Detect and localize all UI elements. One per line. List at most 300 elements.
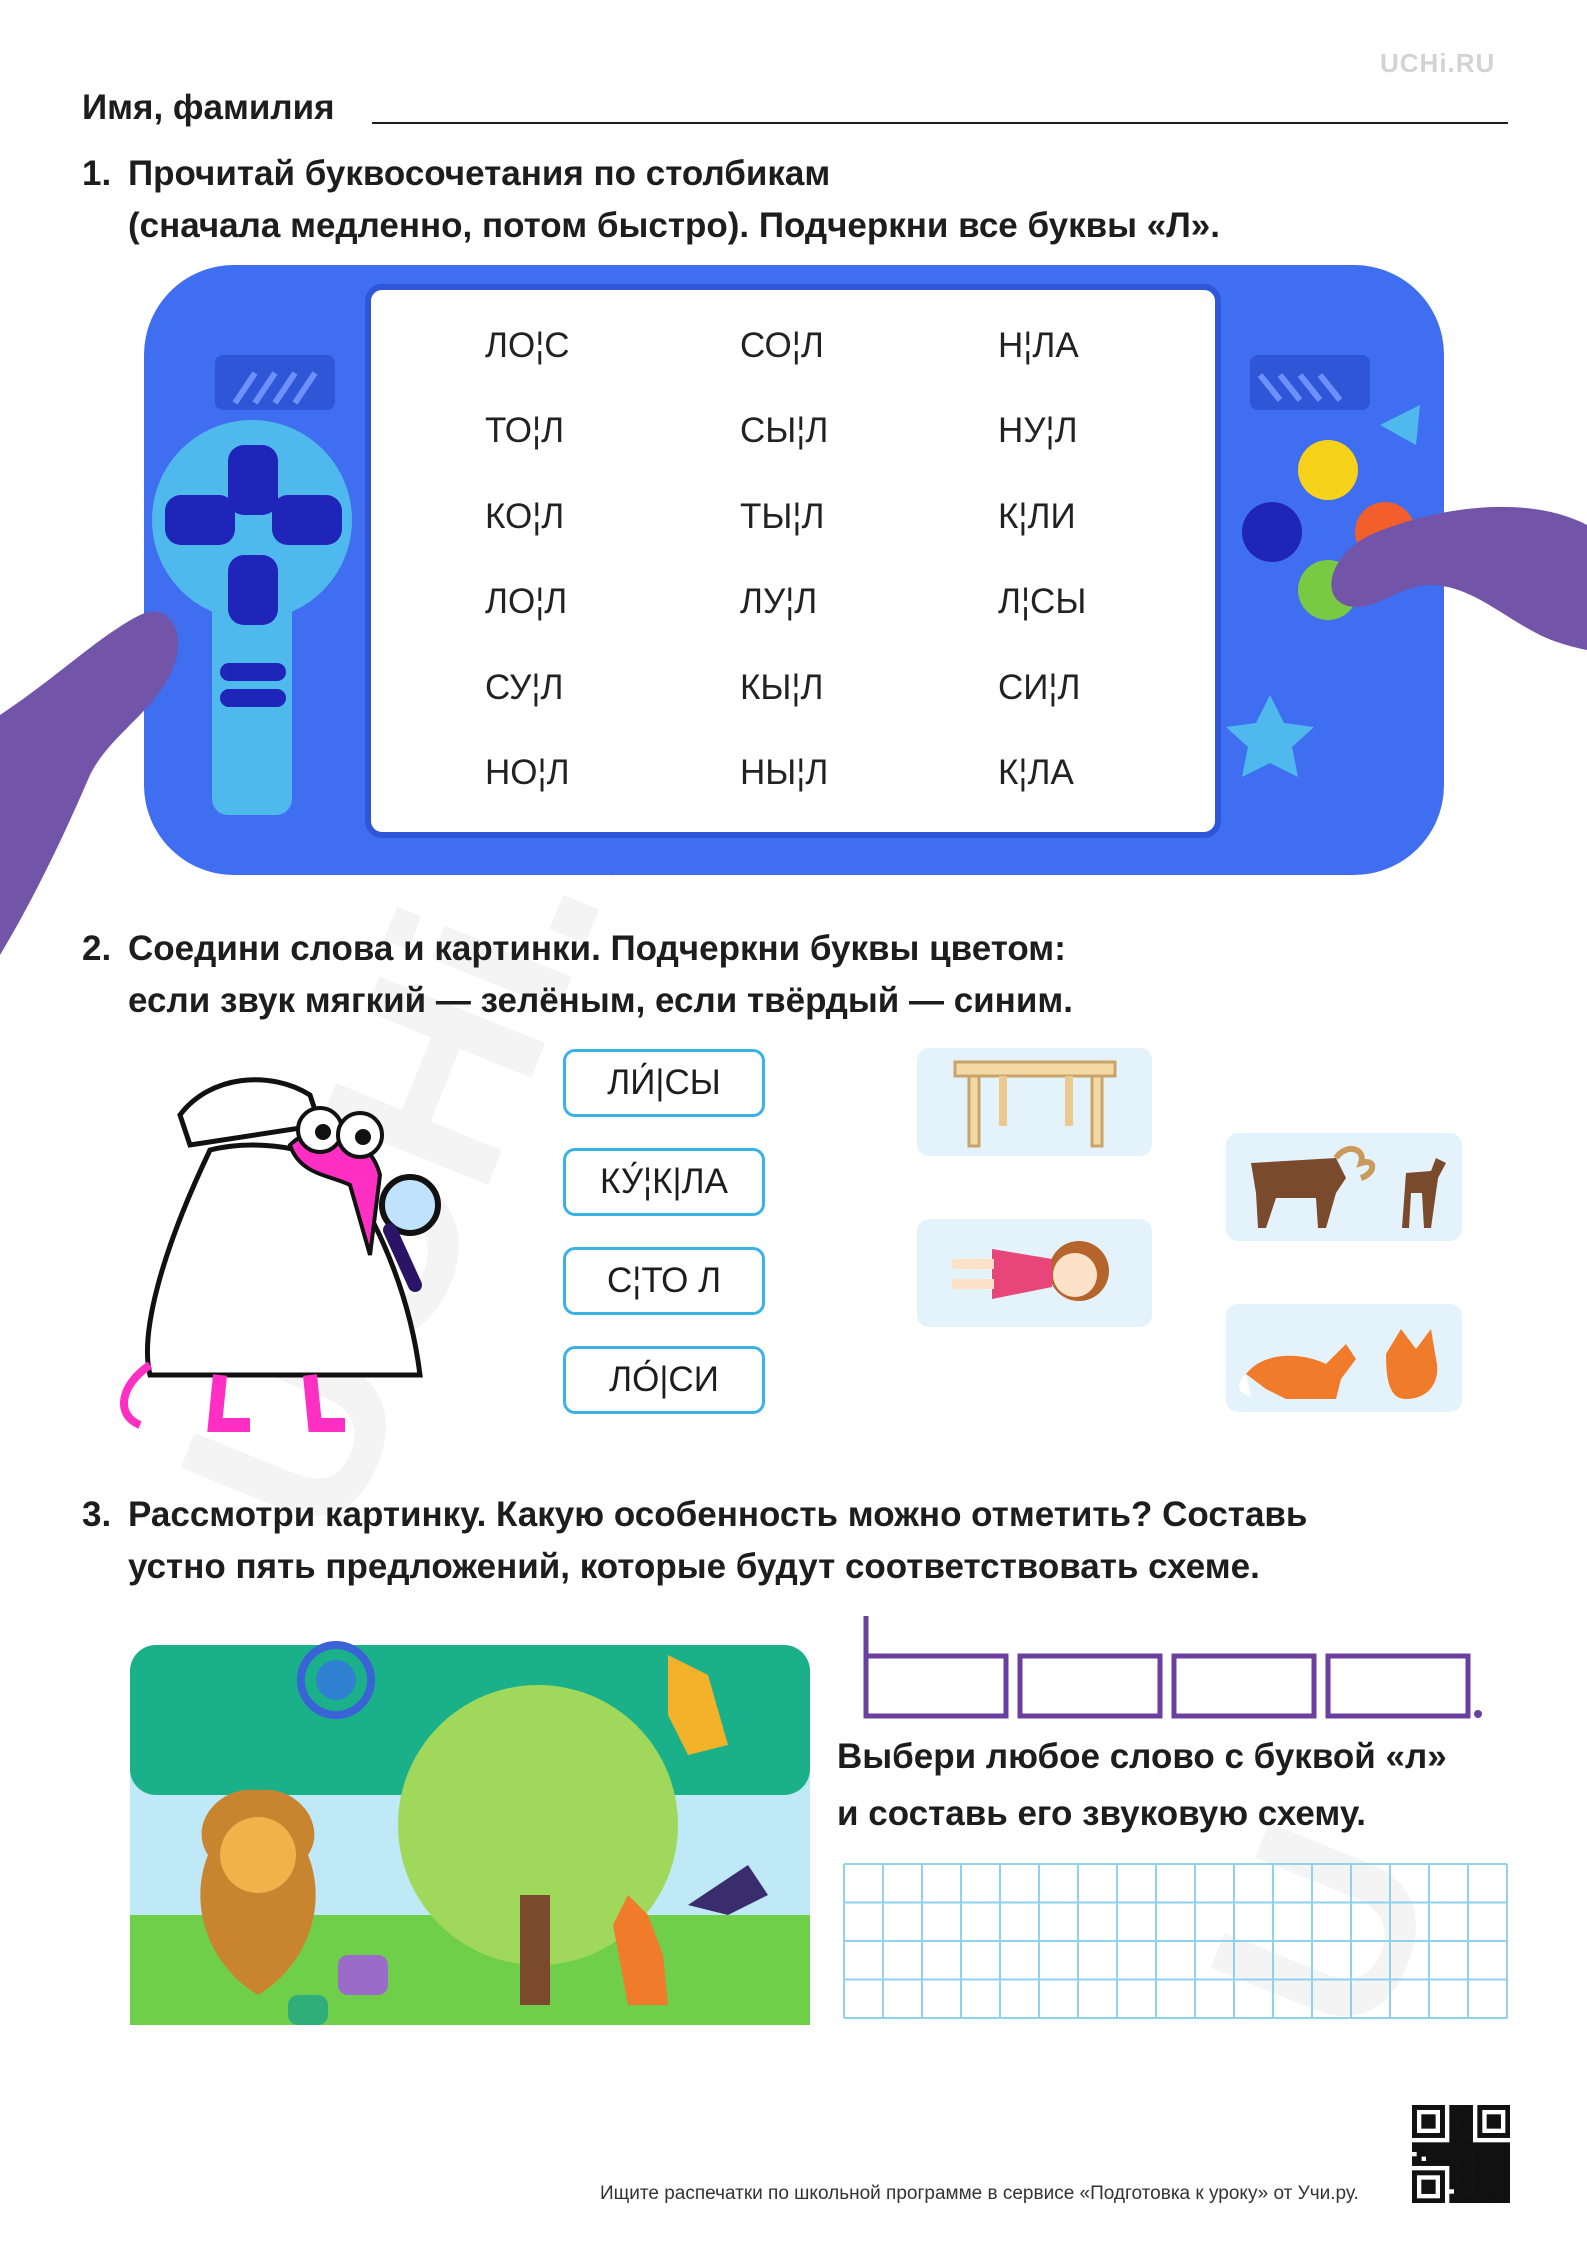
qr-module [1449,2138,1454,2143]
qr-module [1482,2189,1487,2194]
qr-module [1473,2180,1478,2185]
qr-module [1449,2161,1454,2166]
qr-module [1473,2194,1478,2199]
qr-module [1459,2105,1464,2110]
qr-module [1412,2105,1417,2110]
qr-module [1454,2142,1459,2147]
qr-module [1491,2105,1496,2110]
moose-image [1226,1133,1462,1241]
qr-module [1482,2175,1487,2180]
qr-module [1431,2198,1436,2203]
qr-module [1505,2189,1510,2194]
word-card[interactable]: КУ́¦К|ЛА [563,1148,765,1216]
qr-module [1473,2189,1478,2194]
qr-module [1501,2133,1506,2138]
qr-module [1496,2161,1501,2166]
qr-module [1421,2119,1426,2124]
brand-logo: UCHi.RU [1380,48,1496,78]
qr-module [1505,2147,1510,2152]
qr-module [1463,2156,1468,2161]
syllable: ЛУ¦Л [740,582,818,621]
qr-module [1459,2110,1464,2115]
qr-module [1482,2156,1487,2161]
qr-module [1459,2194,1464,2199]
qr-module [1440,2133,1445,2138]
syllable: СИ¦Л [998,668,1081,707]
qr-module [1468,2124,1473,2129]
doll-image [917,1219,1152,1327]
qr-module [1501,2189,1506,2194]
fox-image [1226,1304,1462,1412]
qr-module [1459,2170,1464,2175]
qr-module [1440,2184,1445,2189]
qr-module [1505,2142,1510,2147]
qr-module [1463,2119,1468,2124]
qr-module [1496,2184,1501,2189]
syllable: Л¦СЫ [998,582,1087,621]
qr-module [1482,2105,1487,2110]
qr-module [1505,2110,1510,2115]
qr-module [1501,2198,1506,2203]
qr-module [1505,2114,1510,2119]
task-text: Соедини слова и картинки. Подчеркни буквы цветом: [128,929,1066,968]
qr-module [1417,2133,1422,2138]
qr-module [1454,2175,1459,2180]
qr-module [1431,2105,1436,2110]
qr-module [1491,2194,1496,2199]
syllable: НУ¦Л [998,411,1078,450]
qr-module [1487,2124,1492,2129]
qr-module [1496,2156,1501,2161]
qr-module [1440,2124,1445,2129]
qr-module [1421,2124,1426,2129]
qr-module [1501,2166,1506,2171]
qr-module [1417,2161,1422,2166]
qr-module [1482,2170,1487,2175]
task-text: устно пять предложений, которые будут соответствовать схеме. [128,1547,1260,1586]
qr-module [1421,2133,1426,2138]
qr-module [1487,2180,1492,2185]
syllable: ТО¦Л [485,411,565,450]
qr-module [1449,2105,1454,2110]
qr-module [1477,2110,1482,2115]
qr-module [1501,2105,1506,2110]
qr-module [1487,2161,1492,2166]
qr-module [1491,2152,1496,2157]
qr-module [1421,2147,1426,2152]
qr-module [1491,2189,1496,2194]
qr-module [1421,2161,1426,2166]
qr-module [1454,2198,1459,2203]
qr-module [1431,2180,1436,2185]
qr-module [1491,2180,1496,2185]
qr-module [1426,2184,1431,2189]
qr-module [1463,2170,1468,2175]
qr-module [1505,2152,1510,2157]
qr-module [1435,2142,1440,2147]
word-card[interactable]: ЛО́|СИ [563,1346,765,1414]
qr-module [1454,2166,1459,2171]
qr-module [1468,2189,1473,2194]
qr-module [1463,2124,1468,2129]
qr-module [1468,2175,1473,2180]
qr-module [1468,2114,1473,2119]
qr-module [1496,2175,1501,2180]
picture-table[interactable] [917,1048,1152,1156]
qr-module [1505,2119,1510,2124]
qr-module [1454,2119,1459,2124]
syllable: К¦ЛА [998,753,1074,792]
qr-module [1477,2170,1482,2175]
qr-module [1421,2198,1426,2203]
qr-module [1477,2152,1482,2157]
syllable: КО¦Л [485,497,565,536]
syllable: НО¦Л [485,753,570,792]
qr-module [1473,2166,1478,2171]
qr-module [1454,2156,1459,2161]
qr-module [1496,2180,1501,2185]
qr-module [1482,2180,1487,2185]
qr-module [1482,2166,1487,2171]
qr-module [1412,2142,1417,2147]
qr-module [1501,2175,1506,2180]
qr-module [1426,2180,1431,2185]
qr-module [1477,2161,1482,2166]
qr-module [1459,2147,1464,2152]
qr-module [1454,2170,1459,2175]
qr-module [1426,2152,1431,2157]
qr-module [1440,2156,1445,2161]
qr-module [1449,2194,1454,2199]
qr-module [1454,2161,1459,2166]
syllable: СУ¦Л [485,668,564,707]
qr-module [1477,2114,1482,2119]
footer-text: Ищите распечатки по школьной программе в сервисе «Подготовка к уроку» от Учи.ру. [600,2183,1359,2204]
qr-module [1477,2105,1482,2110]
qr-module [1440,2147,1445,2152]
qr-module [1496,2147,1501,2152]
qr-module [1449,2180,1454,2185]
picture-doll[interactable] [917,1219,1152,1327]
qr-module [1463,2189,1468,2194]
task-text: (сначала медленно, потом быстро). Подчеркни все буквы «Л». [128,206,1220,245]
qr-module [1449,2175,1454,2180]
qr-module [1440,2114,1445,2119]
qr-module [1505,2184,1510,2189]
qr-module [1459,2124,1464,2129]
qr-module [1477,2194,1482,2199]
qr-module [1440,2189,1445,2194]
qr-module [1449,2147,1454,2152]
qr-module [1482,2198,1487,2203]
qr-module [1426,2198,1431,2203]
qr-module [1454,2128,1459,2133]
qr-module [1463,2128,1468,2133]
qr-module [1431,2124,1436,2129]
syllable: КЫ¦Л [740,668,824,707]
qr-module [1473,2175,1478,2180]
qr-module [1501,2161,1506,2166]
forest-scene-illustration [108,1615,818,2025]
qr-module [1454,2152,1459,2157]
qr-module [1496,2152,1501,2157]
qr-module [1459,2180,1464,2185]
qr-module [1463,2175,1468,2180]
qr-module [1505,2156,1510,2161]
qr-module [1440,2110,1445,2115]
qr-module [1477,2128,1482,2133]
qr-module [1491,2156,1496,2161]
qr-module [1468,2180,1473,2185]
qr-module [1477,2180,1482,2185]
task-text: если звук мягкий — зелёным, если твёрдый — синим. [128,981,1073,1020]
qr-module [1477,2189,1482,2194]
syllable: ТЫ¦Л [740,497,825,536]
qr-module [1496,2119,1501,2124]
qr-module [1505,2128,1510,2133]
qr-module [1501,2194,1506,2199]
answer-grid[interactable] [843,1863,1508,2019]
qr-module [1496,2142,1501,2147]
picture-moose[interactable] [1226,1133,1462,1241]
qr-module [1459,2184,1464,2189]
qr-module [1426,2124,1431,2129]
qr-module [1482,2152,1487,2157]
qr-module [1487,2198,1492,2203]
qr-module [1505,2133,1510,2138]
qr-module [1417,2142,1422,2147]
qr-module [1417,2198,1422,2203]
qr-module [1459,2161,1464,2166]
qr-module [1440,2161,1445,2166]
qr-module [1435,2147,1440,2152]
name-label: Имя, фамилия [82,88,335,127]
qr-module [1468,2194,1473,2199]
qr-module [1435,2105,1440,2110]
detective-character-illustration [120,1055,500,1435]
qr-module [1505,2170,1510,2175]
qr-module [1477,2198,1482,2203]
qr-module [1463,2198,1468,2203]
syllable: НЫ¦Л [740,753,829,792]
qr-module [1463,2105,1468,2110]
qr-module [1459,2156,1464,2161]
qr-module [1468,2142,1473,2147]
qr-module [1491,2119,1496,2124]
task-number: 1. [82,154,112,193]
qr-module [1440,2105,1445,2110]
qr-module [1482,2184,1487,2189]
syllable: СЫ¦Л [740,411,829,450]
qr-module [1496,2133,1501,2138]
qr-module [1463,2133,1468,2138]
qr-module [1473,2184,1478,2189]
task-text: Рассмотри картинку. Какую особенность можно отметить? Составь [128,1495,1308,1534]
qr-module [1473,2147,1478,2152]
qr-module [1496,2124,1501,2129]
qr-module [1440,2180,1445,2185]
qr-module [1435,2170,1440,2175]
qr-module [1449,2198,1454,2203]
qr-module [1412,2198,1417,2203]
qr-module [1421,2180,1426,2185]
qr-module [1431,2170,1436,2175]
qr-module [1487,2189,1492,2194]
qr-module [1487,2184,1492,2189]
qr-module [1421,2114,1426,2119]
qr-module [1440,2152,1445,2157]
qr-module [1468,2105,1473,2110]
task2-heading [82,923,1502,1033]
qr-module [1496,2189,1501,2194]
word-card[interactable]: ЛИ́|СЫ [563,1049,765,1117]
qr-module [1435,2198,1440,2203]
qr-module [1491,2166,1496,2171]
qr-module [1473,2156,1478,2161]
qr-module [1440,2119,1445,2124]
qr-module [1473,2161,1478,2166]
qr-module [1426,2189,1431,2194]
qr-module [1431,2161,1436,2166]
qr-module [1491,2184,1496,2189]
task-number: 2. [82,929,112,968]
qr-module [1487,2119,1492,2124]
picture-fox[interactable] [1226,1304,1462,1412]
qr-module [1426,2105,1431,2110]
syllable: ЛО¦С [485,326,570,365]
qr-module [1487,2142,1492,2147]
qr-module [1477,2166,1482,2171]
qr-module [1463,2184,1468,2189]
qr-module [1501,2170,1506,2175]
qr-module [1496,2114,1501,2119]
qr-module [1426,2147,1431,2152]
qr-module [1449,2184,1454,2189]
qr-module [1459,2142,1464,2147]
qr-module [1440,2128,1445,2133]
scheme-task-text: и составь его звуковую схему. [837,1794,1366,1833]
qr-module [1463,2152,1468,2157]
qr-module [1477,2147,1482,2152]
qr-module [1445,2161,1450,2166]
qr-module [1468,2147,1473,2152]
qr-module [1463,2180,1468,2185]
qr-module [1491,2133,1496,2138]
qr-module [1431,2156,1436,2161]
qr-module [1412,2128,1417,2133]
qr-module [1454,2110,1459,2115]
qr-module [1491,2198,1496,2203]
qr-module [1449,2124,1454,2129]
qr-module [1412,2110,1417,2115]
qr-module [1412,2119,1417,2124]
qr-code[interactable] [1412,2105,1510,2203]
qr-module [1477,2184,1482,2189]
qr-module [1445,2152,1450,2157]
qr-module [1468,2156,1473,2161]
qr-module [1468,2128,1473,2133]
qr-module [1449,2152,1454,2157]
qr-module [1463,2110,1468,2115]
qr-module [1412,2147,1417,2152]
qr-module [1412,2180,1417,2185]
qr-module [1435,2161,1440,2166]
qr-module [1412,2161,1417,2166]
qr-module [1496,2198,1501,2203]
qr-module [1412,2156,1417,2161]
qr-module [1477,2142,1482,2147]
qr-module [1482,2133,1487,2138]
qr-module [1491,2114,1496,2119]
qr-module [1440,2142,1445,2147]
qr-module [1463,2166,1468,2171]
qr-module [1491,2124,1496,2129]
qr-module [1435,2152,1440,2157]
qr-module [1435,2156,1440,2161]
qr-module [1417,2152,1422,2157]
qr-module [1431,2152,1436,2157]
qr-module [1445,2142,1450,2147]
qr-module [1459,2114,1464,2119]
sentence-scheme [850,1612,1490,1722]
qr-module [1477,2175,1482,2180]
task-text: Прочитай буквосочетания по столбикам [128,154,831,193]
qr-module [1421,2170,1426,2175]
qr-module [1505,2105,1510,2110]
qr-module [1459,2198,1464,2203]
qr-module [1454,2184,1459,2189]
qr-module [1463,2161,1468,2166]
scheme-task-text: Выбери любое слово с буквой «л» [837,1737,1447,1776]
qr-module [1449,2166,1454,2171]
word-card[interactable]: С¦ТО Л [563,1247,765,1315]
qr-module [1487,2147,1492,2152]
qr-module [1496,2194,1501,2199]
qr-module [1449,2128,1454,2133]
syllable: ЛО¦Л [485,582,568,621]
qr-module [1482,2147,1487,2152]
qr-module [1473,2170,1478,2175]
qr-module [1501,2156,1506,2161]
qr-module [1459,2128,1464,2133]
qr-module [1449,2170,1454,2175]
qr-module [1468,2138,1473,2143]
qr-module [1487,2170,1492,2175]
qr-module [1421,2184,1426,2189]
qr-module [1412,2133,1417,2138]
qr-module [1487,2152,1492,2157]
name-field[interactable] [372,122,1508,124]
syllable: К¦ЛИ [998,497,1076,536]
qr-module [1459,2152,1464,2157]
qr-module [1412,2189,1417,2194]
qr-module [1412,2170,1417,2175]
qr-module [1435,2133,1440,2138]
qr-module [1468,2161,1473,2166]
qr-module [1468,2166,1473,2171]
qr-module [1440,2198,1445,2203]
qr-module [1496,2166,1501,2171]
qr-module [1487,2133,1492,2138]
qr-module [1459,2189,1464,2194]
qr-module [1505,2175,1510,2180]
qr-module [1454,2124,1459,2129]
qr-module [1421,2142,1426,2147]
qr-module [1454,2105,1459,2110]
qr-module [1459,2119,1464,2124]
qr-module [1505,2166,1510,2171]
qr-module [1491,2161,1496,2166]
